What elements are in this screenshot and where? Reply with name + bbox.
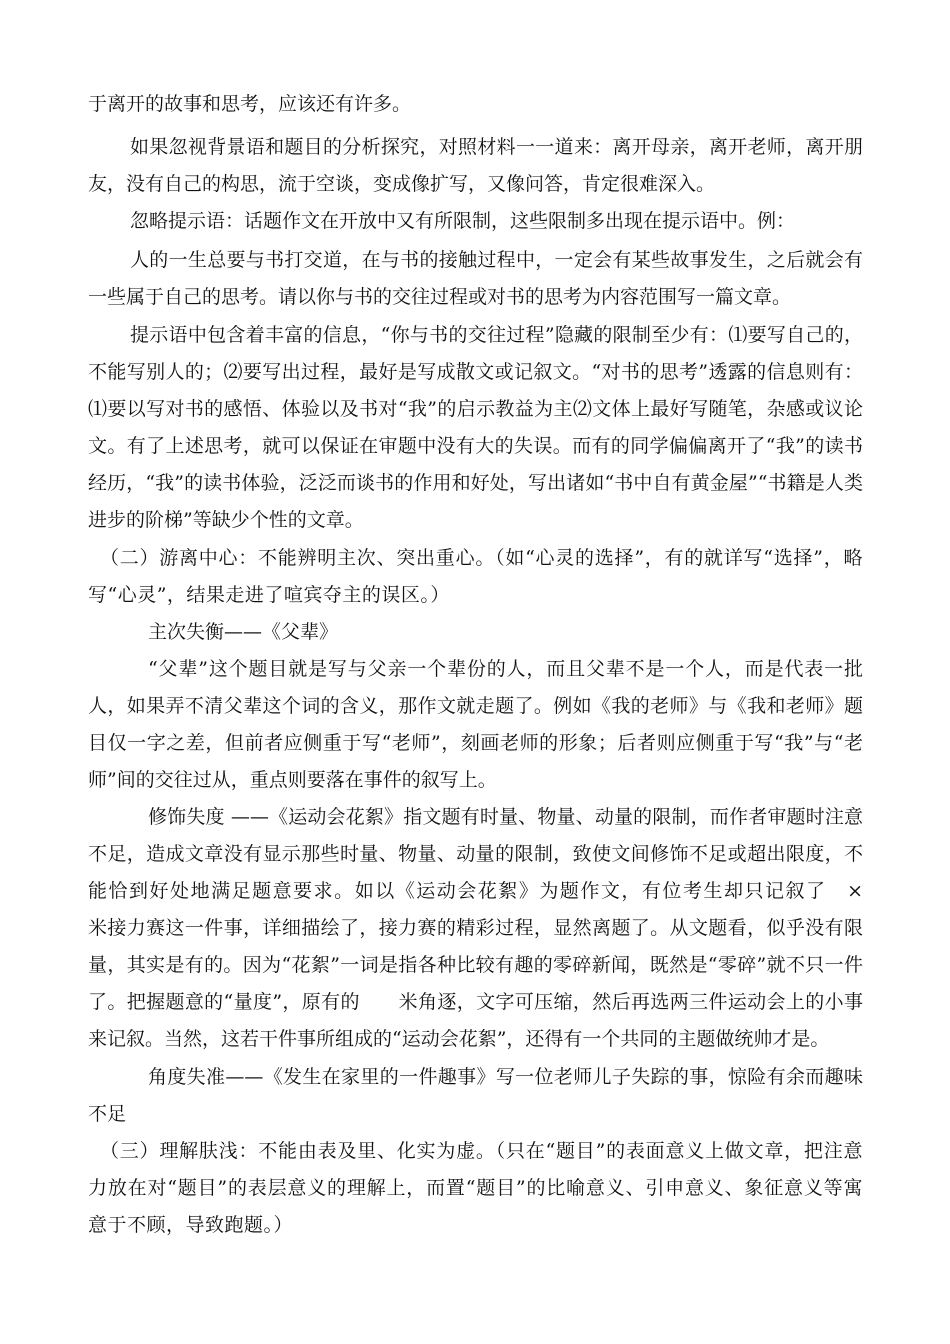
- subheading-imbalance: 主次失衡——《父辈》: [148, 621, 339, 643]
- paragraph-prompt-analysis: 提示语中包含着丰富的信息，“你与书的交往过程”隐藏的限制至少有：⑴要写自己的，不能写别人的；⑵要写出过程，最好是写成散文或记叙文。“对书的思考”透露的信息则有：⑴要以写对书的感悟、体验以及书对“我”的启示教益为主⑵文体上最好写随笔，杂感或议论文。有了上述思考，就可以保证在审题中没有大的失误。而有的同学偏偏离开了“我”的读书经历，“我”的读书体验，泛泛而谈书的作用和好处，写出诸如“书中自有黄金屋”“书籍是人类进步的阶梯”等缺少个性的文章。: [88, 324, 863, 531]
- paragraph-ignore-prompt: 忽略提示语：话题作文在开放中又有所限制，这些限制多出现在提示语中。例：: [130, 210, 796, 232]
- paragraph-fubei: “父辈”这个题目就是写与父亲一个辈份的人，而且父辈不是一个人，而是代表一批人，如果弄不清父辈这个词的含义，那作文就走题了。例如《我的老师》与《我和老师》题目仅一字之差，但前者应侧重于写“老师”，刻画老师的形象；后者则应侧重于写“我”与“老师”间的交往过从，重点则要落在事件的叙写上。: [88, 658, 863, 791]
- paragraph-continuation: 于离开的故事和思考，应该还有许多。: [88, 93, 412, 115]
- paragraph-angle: 角度失准——《发生在家里的一件趣事》写一位老师儿子失踪的事，惊险有余而趣味不足: [88, 1066, 863, 1125]
- paragraph-modifier: 修饰失度 ——《运动会花絮》指文题有时量、物量、动量的限制，而作者审题时注意不足，造成文章没有显示那些时量、物量、动量的限制，致使文间修饰不足或超出限度，不能恰到好处地满足题意要求。如以《运动会花絮》为题作文，有位考生却只记叙了 × 米接力赛这一件事，详细描绘了，接力赛的精彩过程，显然离题了。从文题看，似乎没有限量，其实是有的。因为“花絮”一词是指各种比较有趣的零碎新闻，既然是“零碎”就不只一件了。把握题意的“量度”，原有的 米角逐，文字可压缩，然后再选两三件运动会上的小事来记叙。当然，这若干件事所组成的“运动会花絮”，还得有一个共同的主题做统帅才是。: [88, 806, 902, 1050]
- section-heading-3: （三）理解肤浅：不能由表及里、化实为虚。（只在“题目”的表面意义上做文章，把注意力放在对“题目”的表层意义的理解上，而置“题目”的比喻意义、引申意义、象征意义等寓意于不顾，导致跑题。）: [88, 1140, 863, 1236]
- paragraph-example-prompt: 人的一生总要与书打交道，在与书的接触过程中，一定会有某些故事发生，之后就会有一些属于自己的思考。请以你与书的交往过程或对书的思考为内容范围写一篇文章。: [88, 249, 863, 308]
- paragraph-ignore-background: 如果忽视背景语和题目的分析探究，对照材料一一道来：离开母亲，离开老师，离开朋友，没有自己的构思，流于空谈，变成像扩写，又像问答，肯定很难深入。: [88, 136, 863, 195]
- section-heading-2: （二）游离中心：不能辨明主次、突出重心。（如“心灵的选择”，有的就详写“选择”，略写“心灵”，结果走进了喧宾夺主的误区。）: [88, 547, 863, 606]
